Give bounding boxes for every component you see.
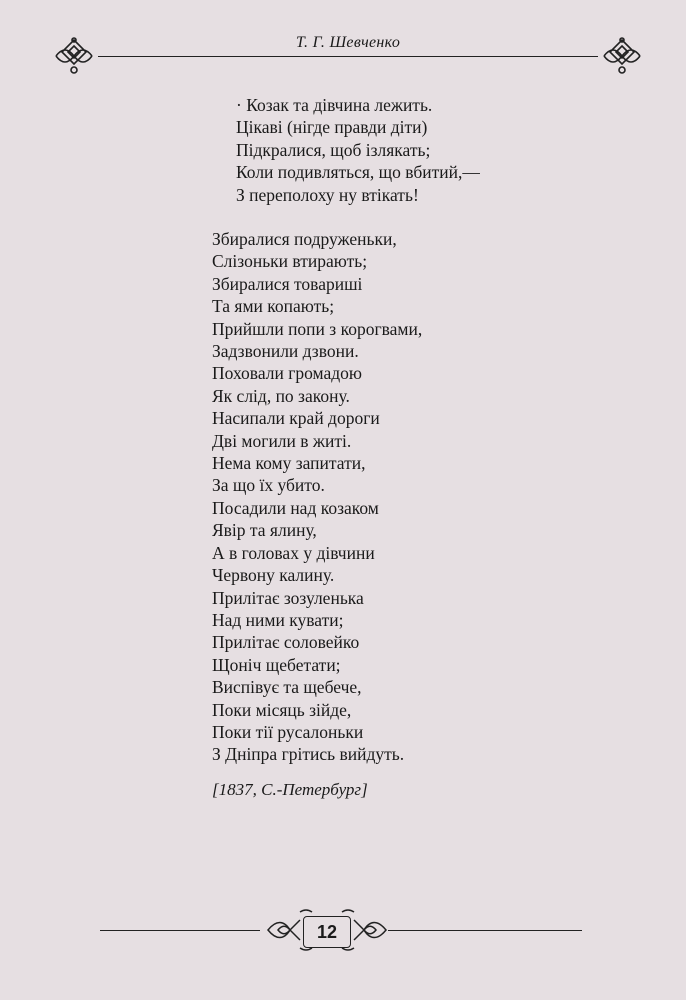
poem-line: Прилітає соловейко [212, 632, 360, 653]
poem-line: Поховали громадою [212, 363, 363, 384]
page-header [52, 28, 644, 78]
page-number: 12 [303, 916, 351, 948]
poem-line: Задзвонили дзвони. [212, 341, 359, 362]
poem-line: Насипали край дороги [212, 408, 380, 429]
poem-line: З переполоху ну втікать! [236, 184, 419, 205]
poem-line: Дві могили в житі. [212, 430, 352, 451]
poem-line: Збиралися товариші [212, 273, 363, 294]
poem-line: Прийшли попи з корогвами, [212, 318, 423, 339]
date-place-line: [1837, С.-Петербург] [212, 780, 368, 799]
poem-line: Слізоньки втирають; [212, 251, 368, 272]
poem-line: Як слід, по закону. [212, 385, 350, 406]
poem-line: Цікаві (нігде правди діти) [236, 117, 428, 138]
celtic-knot-ornament-icon [600, 36, 644, 76]
poem-line: Посадили над козаком [212, 497, 379, 518]
poem-stanza-1 [236, 94, 480, 206]
poem-stanza-2 [212, 228, 422, 766]
poem-line: Нема кому запитати, [212, 453, 366, 474]
poem-line: Явір та ялину, [212, 520, 317, 541]
running-title: Т. Г. Шевченко [295, 34, 401, 51]
poem-line: З Дніпра грітись вийдуть. [212, 744, 405, 765]
poem-line: Над ними кувати; [212, 609, 344, 630]
poem-line: Коли подивляться, що вбитий,— [236, 162, 480, 183]
poem-line: Щоніч щебетати; [212, 654, 341, 675]
footer-rule-left [100, 930, 260, 931]
poem-line: · Козак та дівчина лежить. [236, 95, 433, 115]
poem-line: Виспівує та щебече, [212, 677, 362, 698]
poem-line: Прилітає зозуленька [212, 587, 364, 608]
header-rule [98, 56, 598, 57]
poem-line: Та ями копають; [212, 296, 335, 317]
poem-line: За що їх убито. [212, 475, 325, 496]
page-footer [0, 900, 686, 960]
poem-line: Збиралися подруженьки, [212, 229, 397, 249]
poem-line: Підкралися, щоб ізлякать; [236, 139, 431, 160]
poem-line: А в головах у дівчини [212, 542, 375, 563]
poem-line: Поки тії русалоньки [212, 721, 364, 742]
footer-rule-right [388, 930, 582, 931]
poem-line: Поки місяць зійде, [212, 699, 352, 720]
poem-line: Червону калину. [212, 565, 335, 586]
